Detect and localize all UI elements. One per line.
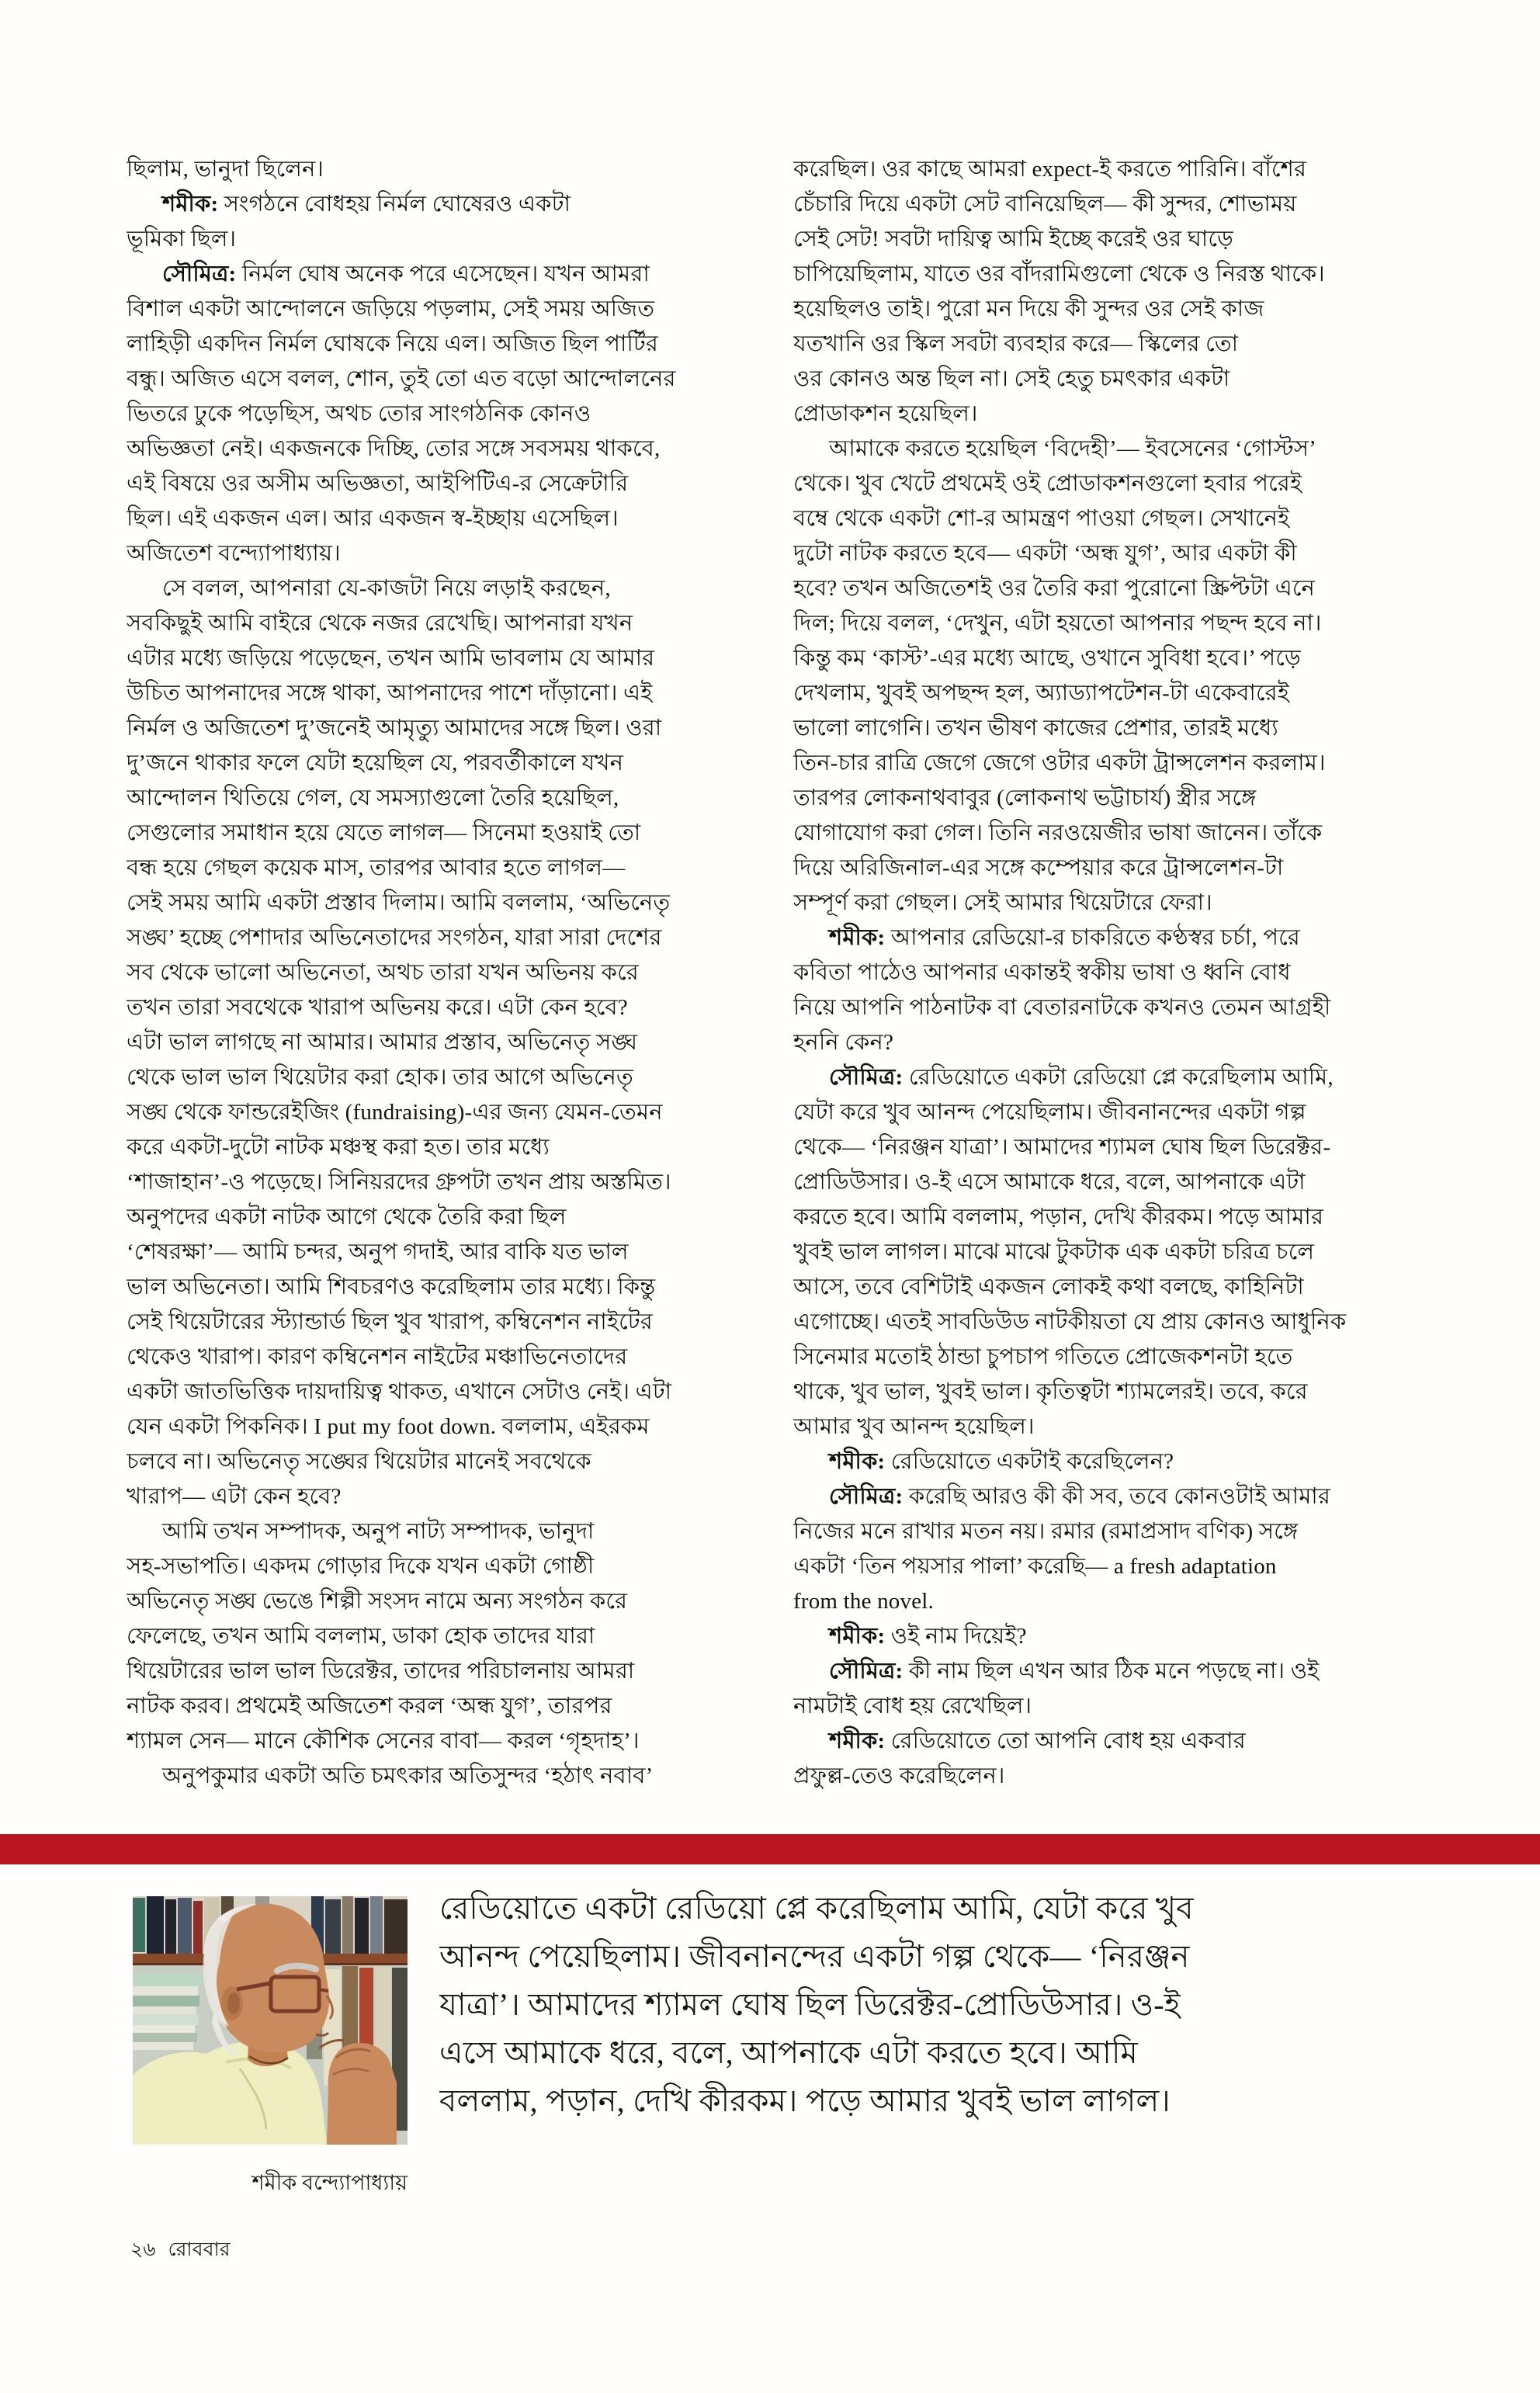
text-line: এটার মধ্যে জড়িয়ে পড়েছেন, তখন আমি ভাবলাম যে আমার [127,646,655,671]
text-line: সৌমিত্র: কী নাম ছিল এখন আর ঠিক মনে পড়ছে না। ওই [829,1659,1320,1684]
text-line: শমীক: রেডিয়োতে তো আপনি বোধ হয় একবার [829,1729,1246,1753]
text-line: সঙ্ঘ’ হচ্ছে পেশাদার অভিনেতাদের সংগঠন, যারা সারা দেশের [127,925,662,950]
photo-caption: শমীক বন্দ্যোপাধ্যায় [251,2171,408,2194]
text-line: থিয়েটারের ভাল ভাল ডিরেক্টর, তাদের পরিচালনায় আমরা [127,1659,635,1684]
text-line: যাত্রা’। আমাদের শ্যামল ঘোষ ছিল ডিরেক্টর-প্রোডিউসার। ও-ই [439,1987,1181,2022]
text-line: বন্ধ হয়ে গেছল কয়েক মাস, তারপর আবার হতে লাগল— [127,855,626,880]
text-line: সম্পূর্ণ করা গেছল। সেই আমার থিয়েটারে ফেরা। [793,890,1212,915]
text-line: সিনেমার মতোই ঠান্ডা চুপচাপ গতিতে প্রোজেকশনটা হতে [793,1344,1293,1369]
text-line: ভূমিকা ছিল। [127,227,237,251]
text-line: সব থেকে ভালো অভিনেতা, অথচ তারা যখন অভিনয় করে [127,960,639,985]
text-line: যেন একটা পিকনিক। I put my foot down. বললাম, এইরকম [127,1414,650,1439]
text-line: খারাপ— এটা কেন হবে? [127,1484,342,1509]
article-right-column [793,152,1410,1794]
text-line: করেছিল। ওর কাছে আমরা expect-ই করতে পারিনি। বাঁশের [793,157,1307,182]
text-line: দেখলাম, খুবই অপছন্দ হল, অ্যাড্যাপটেশন-টা একেবারেই [793,681,1290,706]
text-line: শমীক: সংগঠনে বোধহয় নির্মল ঘোষেরও একটা [162,192,571,217]
text-line: উচিত আপনাদের সঙ্গে থাকা, আপনাদের পাশে দাঁড়ানো। এই [127,681,653,706]
text-line: দিয়ে অরিজিনাল-এর সঙ্গে কম্পেয়ার করে ট্রান্সলেশন-টা [793,855,1284,880]
stacked-papers [133,1974,201,2050]
kurta [133,2042,327,2145]
text-line: অজিতেশ বন্দ্যোপাধ্যায়। [127,541,341,566]
text-line: দিল; দিয়ে বলল, ‘দেখুন, এটা হয়তো আপনার পছন্দ হবে না। [793,611,1322,636]
text-line: অভিনেতৃ সঙ্ঘ ভেঙে শিল্পী সংসদ নামে অন্য সংগঠন করে [127,1589,628,1614]
text-line: সবকিছুই আমি বাইরে থেকে নজর রেখেছি। আপনারা যখন [127,611,633,636]
text-line: এসে আমাকে ধরে, বলে, আপনাকে এটা করতে হবে। আমি [439,2035,1138,2070]
text-line: ছিল। এই একজন এল। আর একজন স্ব-ইচ্ছায় এসেছিল। [127,506,619,531]
text-line: করে একটা-দুটো নাটক মঞ্চস্থ করা হত। তার মধ্যে [127,1135,550,1160]
text-line: সৌমিত্র: করেছি আরও কী কী সব, তবে কোনওটাই আমার [829,1484,1331,1509]
text-line: প্রফুল্ল-তেও করেছিলেন। [793,1764,1005,1788]
text-line: সঙ্ঘ থেকে ফান্ডরেইজিং (fundraising)-এর জন্য যেমন-তেমন [127,1100,663,1125]
text-line: খুবই ভাল লাগল। মাঝে মাঝে টুকটাক এক একটা চরিত্র চলে [793,1240,1315,1264]
text-line: আন্দোলন থিতিয়ে গেল, যে সমস্যাগুলো তৈরি হয়েছিল, [127,786,619,810]
text-line: সৌমিত্র: রেডিয়োতে একটা রেডিয়ো প্লে করেছিলাম আমি, [829,1065,1334,1090]
article-left-column [127,152,757,1794]
text-line: দুটো নাটক করতে হবে— একটা ‘অন্ধ যুগ’, আর একটা কী [793,541,1297,566]
text-line: চাপিয়েছিলাম, যাতে ওর বাঁদরামিগুলো থেকে ও নিরস্ত থাকে। [793,262,1325,286]
text-line: আনন্দ পেয়েছিলাম। জীবনানন্দের একটা গল্প থেকে— ‘নিরঞ্জন [439,1939,1190,1974]
text-line: একটা ‘তিন পয়সার পালা’ করেছি— a fresh adaptation [793,1554,1277,1579]
text-line: থেকে। খুব খেটে প্রথমেই ওই প্রোডাকশনগুলো হবার পরেই [793,471,1302,496]
text-line: সেই থিয়েটারের স্ট্যান্ডার্ড ছিল খুব খারাপ, কম্বিনেশন নাইটের [127,1309,653,1334]
text-line: একটা জাতভিত্তিক দায়দায়িত্ব থাকত, এখানে সেটাও নেই। এটা [127,1379,672,1404]
text-line: শমীক: রেডিয়োতে একটাই করেছিলেন? [829,1449,1174,1474]
text-line: শ্যামল সেন— মানে কৌশিক সেনের বাবা— করল ‘গৃহদাহ’। [127,1729,640,1753]
page-footer [130,2234,231,2267]
text-line: ‘শেষরক্ষা’— আমি চন্দর, অনুপ গদাই, আর বাকি যত ভাল [127,1240,629,1264]
text-line: নাটক করব। প্রথমেই অজিতেশ করল ‘অন্ধ যুগ’, তারপর [127,1694,612,1718]
text-line: রেডিয়োতে একটা রেডিয়ো প্লে করেছিলাম আমি, যেটা করে খুব [439,1891,1194,1926]
red-divider-band [0,1834,1540,1864]
text-line: সেগুলোর সমাধান হয়ে যেতে লাগল— সিনেমা হওয়াই তো [127,820,641,845]
text-line: হননি কেন? [793,1030,894,1055]
text-line: থাকে, খুব ভাল, খুবই ভাল। কৃতিত্বটা শ্যামলেরই। তবে, করে [793,1379,1308,1404]
text-line: নিজের মনে রাখার মতন নয়। রমার (রমাপ্রসাদ বণিক) সঙ্গে [793,1519,1299,1544]
magazine-name: রোববার [168,2239,231,2260]
text-line: চলবে না। অভিনেতৃ সঙ্ঘের থিয়েটার মানেই সবথেকে [127,1449,591,1474]
text-line: নিয়ে আপনি পাঠনাটক বা বেতারনাটকে কখনও তেমন আগ্রহী [793,995,1331,1020]
text-line: হয়েছিলও তাই। পুরো মন দিয়ে কী সুন্দর ওর সেই কাজ [793,297,1264,321]
page-number: ২৬ [130,2239,156,2260]
text-line: অনুপকুমার একটা অতি চমৎকার অতিসুন্দর ‘হঠাৎ নবাব’ [162,1764,654,1788]
text-line: চেঁচারি দিয়ে একটা সেট বানিয়েছিল— কী সুন্দর, শোভাময় [793,192,1297,217]
text-line: আসে, তবে বেশিটাই একজন লোকই কথা বলছে, কাহিনিটা [793,1275,1304,1299]
text-line: এগোচ্ছে। এতই সাবডিউড নাটকীয়তা যে প্রায় কোনও আধুনিক [793,1309,1347,1334]
text-line: প্রোডাকশন হয়েছিল। [793,401,978,426]
text-line: নামটাই বোধ হয় রেখেছিল। [793,1694,1032,1718]
text-line: ‘শাজাহান’-ও পড়েছে। সিনিয়রদের গ্রুপটা তখন প্রায় অস্তমিত। [127,1170,671,1195]
text-line: অনুপদের একটা নাটক আগে থেকে তৈরি করা ছিল [127,1205,567,1229]
text-line: নির্মল ও অজিতেশ দু’জনেই আমৃত্যু আমাদের সঙ্গে ছিল। ওরা [127,716,662,740]
text-line: সৌমিত্র: নির্মল ঘোষ অনেক পরে এসেছেন। যখন আমরা [162,262,650,286]
text-line: এটা ভাল লাগছে না আমার। আমার প্রস্তাব, অভিনেতৃ সঙ্ঘ [127,1030,638,1055]
text-line: কিন্তু কম ‘কাস্ট’-এর মধ্যে আছে, ওখানে সুবিধা হবে।’ পড়ে [793,646,1301,671]
text-line: বললাম, পড়ান, দেখি কীরকম। পড়ে আমার খুবই ভাল লাগল। [439,2083,1171,2118]
text-line: থেকে— ‘নিরঞ্জন যাত্রা’। আমাদের শ্যামল ঘোষ ছিল ডিরেক্টর- [793,1135,1331,1160]
text-line: তিন-চার রাত্রি জেগে জেগে ওটার একটা ট্রান্সলেশন করলাম। [793,751,1326,775]
text-line: বিশাল একটা আন্দোলনে জড়িয়ে পড়লাম, সেই সময় অজিত [127,297,655,321]
text-line: কবিতা পাঠেও আপনার একান্তই স্বকীয় ভাষা ও ধ্বনি বোধ [793,960,1291,985]
portrait-photo-illustration [133,1896,408,2145]
text-line: সহ-সভাপতি। একদম গোড়ার দিকে যখন একটা গোষ্ঠী [127,1554,595,1579]
text-line: এই বিষয়ে ওর অসীম অভিজ্ঞতা, আইপিটিএ-র সেক্রেটারি [127,471,629,496]
text-line: অভিজ্ঞতা নেই। একজনকে দিচ্ছি, তোর সঙ্গে সবসময় থাকবে, [127,436,661,461]
text-line: ভিতরে ঢুকে পড়েছিস, অথচ তোর সাংগঠনিক কোনও [127,401,591,426]
portrait-photo [133,1896,408,2145]
text-line: করতে হবে। আমি বললাম, পড়ান, দেখি কীরকম। পড়ে আমার [793,1205,1324,1229]
text-line: শমীক: আপনার রেডিয়ো-র চাকরিতে কণ্ঠস্বর চর্চা, পরে [829,925,1300,950]
text-line: থেকে ভাল ভাল থিয়েটার করা হোক। তার আগে অভিনেতৃ [127,1065,633,1090]
text-line: আমাকে করতে হয়েছিল ‘বিদেহী’— ইবসেনের ‘গোস্টস’ [829,436,1316,461]
text-line: ফেলেছে, তখন আমি বললাম, ডাকা হোক তাদের যারা [127,1624,595,1649]
text-line: তখন তারা সবথেকে খারাপ অভিনয় করে। এটা কেন হবে? [127,995,628,1020]
text-line: সেই সেট! সবটা দায়িত্ব আমি ইচ্ছে করেই ওর ঘাড়ে [793,227,1233,251]
text-line: যেটা করে খুব আনন্দ পেয়েছিলাম। জীবনানন্দের একটা গল্প [793,1100,1306,1125]
text-line: ভালো লাগেনি। তখন ভীষণ কাজের প্রেশার, তারই মধ্যে [793,716,1278,740]
text-line: সে বলল, আপনারা যে-কাজটা নিয়ে লড়াই করছেন, [162,576,611,601]
text-line: আমি তখন সম্পাদক, অনুপ নাট্য সম্পাদক, ভানুদা [162,1519,595,1544]
text-line: আমার খুব আনন্দ হয়েছিল। [793,1414,1035,1439]
text-line: হবে? তখন অজিতেশই ওর তৈরি করা পুরোনো স্ক্রিপ্টটা এনে [793,576,1316,601]
text-line: বন্ধু। অজিত এসে বলল, শোন, তুই তো এত বড়ো আন্দোলনের [127,366,676,391]
text-line: লাহিড়ী একদিন নির্মল ঘোষকে নিয়ে এল। অজিত ছিল পার্টির [127,331,659,356]
text-line: ছিলাম, ভানুদা ছিলেন। [127,157,324,182]
text-line: from the novel. [793,1589,934,1614]
text-line: দু’জনে থাকার ফলে যেটা হয়েছিল যে, পরবর্তীকালে যখন [127,751,624,775]
text-line: থেকেও খারাপ। কারণ কম্বিনেশন নাইটের মঞ্চাভিনেতাদের [127,1344,628,1369]
text-line: যতখানি ওর স্কিল সবটা ব্যবহার করে— স্কিলের তো [793,331,1239,356]
text-line: সেই সময় আমি একটা প্রস্তাব দিলাম। আমি বললাম, ‘অভিনেতৃ [127,890,671,915]
text-line: ভাল অভিনেতা। আমি শিবচরণও করেছিলাম তার মধ্যে। কিন্তু [127,1275,656,1299]
text-line: যোগাযোগ করা গেল। তিনি নরওয়েজীর ভাষা জানেন। তাঁকে [793,820,1323,845]
pull-quote [439,1885,1413,2125]
text-line: তারপর লোকনাথবাবুর (লোকনাথ ভট্টাচার্য) স্ত্রীর সঙ্গে [793,786,1257,810]
text-line: ওর কোনও অন্ত ছিল না। সেই হেতু চমৎকার একটা [793,366,1230,391]
text-line: বম্বে থেকে একটা শো-র আমন্ত্রণ পাওয়া গেছল। সেখানেই [793,506,1290,531]
text-line: শমীক: ওই নাম দিয়েই? [829,1624,1027,1649]
text-line: প্রোডিউসার। ও-ই এসে আমাকে ধরে, বলে, আপনাকে এটা [793,1170,1306,1195]
